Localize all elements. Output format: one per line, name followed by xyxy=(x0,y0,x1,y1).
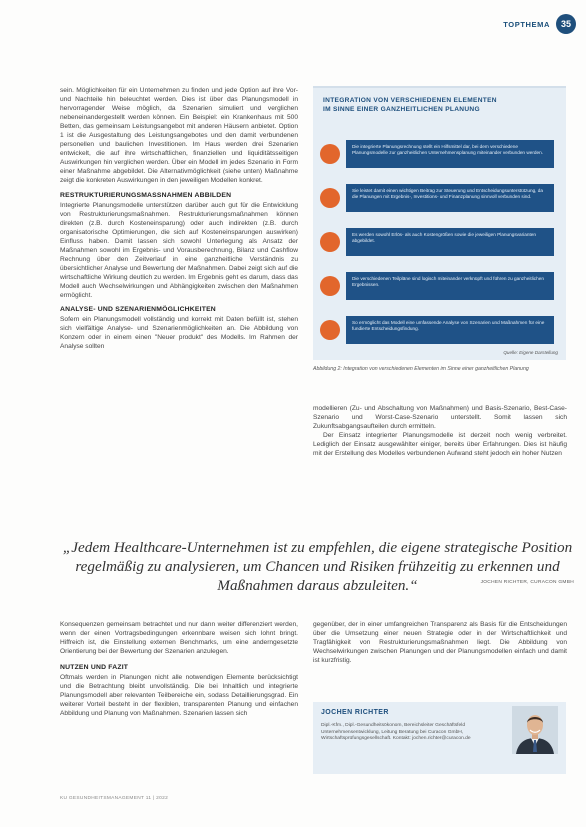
bottom-left-column xyxy=(60,620,298,718)
orange-bullet-icon xyxy=(320,188,340,208)
info-item-5 xyxy=(320,316,556,344)
info-box-title-line-2: IM SINNE EINER GANZHEITLICHEN PLANUNG xyxy=(323,106,480,113)
heading-restrukturierung: RESTRUKTURIERUNGSMASSNAHMEN ABBILDEN xyxy=(60,191,232,199)
info-box-title-line-1: INTEGRATION VON VERSCHIEDENEN ELEMENTEN xyxy=(323,97,497,104)
info-item-text: Die integrierte Planungsrechnung stellt ein Hilfsmittel dar, bei dem verschiedene Planungsmodelle zur ganzheitlichen Unternehmensplanung miteinander verbunden werden. xyxy=(346,140,554,168)
pull-quote: „Jedem Healthcare-Unternehmen ist zu empfehlen, die eigene strategische Position regelmäßig zu analysieren, um Chancen und Risiken frühzeitig zu erkennen und Maßnahmen daraus abzuleiten.“ xyxy=(62,539,573,594)
heading-analyse: ANALYSE- UND SZENARIENMÖGLICHKEITEN xyxy=(60,306,216,314)
portrait-image xyxy=(512,706,558,754)
info-item-1 xyxy=(320,140,556,168)
author-photo xyxy=(512,706,558,754)
quote-author: JOCHEN RICHTER, CURACON GMBH xyxy=(480,580,574,585)
orange-bullet-icon xyxy=(320,276,340,296)
right-paragraph-1: modellieren (Zu- und Abschaltung von Maßnahmen) und Basis-Szenario, Best-Case-Szenario und Worst-Case-Szenario unterstellt. Somit lassen sich Zukunftsabgangsaufteilen durch ermitteln. xyxy=(313,405,567,431)
info-box-source: Quelle: Eigene Darstellung xyxy=(503,350,558,355)
intro-paragraph: sein. Möglichkeiten für ein Unternehmen zu finden und jede Option auf ihre Vor- und Nachteile hin beleuchtet werden. Dies ist über das Planungsmodell in hervorragender Weise möglich, da Szenarien simuliert und verglichen nebeneinandergestellt werden können. Ein Beispiel: ein Krankenhaus mit 500 Betten, das gemeinsam Leistungsangebot mit anderen Häusern anbietet. Option 1 ist die Ausgestaltung des Leistungsangebotes und den damit verbundenen personellen und baulichen Investitionen. Im Haus werden drei Szenarien entwickelt, die auf ihre wirtschaftlichen, finanziellen und liquiditätsseitigen Auswirkungen hin verglichen werden. Über ein Modell im jedes Szenario in Form einer Maßnahme abgebildet. Die Alternativmöglichkeit (siehe unten) Maßnahme zeigt die konkreten Auswirkungen in den jeweiligen Modellen konkret. xyxy=(60,87,298,185)
info-box-title xyxy=(313,88,566,114)
bottom-left-paragraph-2: Oftmals werden in Planungen nicht alle notwendigen Elemente berücksichtigt und die Betrachtung bleibt unvollständig. Die bei Inhaltlich und integrierte Planungsmodell aber relevanten Teilbereiche ein, sodass Detaillierungsgrad. Ein weiterer Vorteil besteht in der flexiblen, transparenten Planung und einfachen Abbildung und Planung von Maßnahmen. Szenarien lassen sich xyxy=(60,674,298,718)
analyse-paragraph: Sofern ein Planungsmodell vollständig und korrekt mit Daten befüllt ist, stehen sich vielfältige Analyse- und Szenarienmöglichkeiten an. Die Abbildung von Konzern oder in einem einen "Neuer produkt" des Modells. Im Rahmen der Analyse sollten xyxy=(60,316,298,351)
info-box-integration xyxy=(313,86,566,360)
orange-bullet-icon xyxy=(320,320,340,340)
right-column xyxy=(313,404,567,458)
author-name: JOCHEN RICHTER xyxy=(321,709,389,716)
page-number-badge: 35 xyxy=(556,14,576,34)
info-item-text: Sie leistet damit einen wichtigen Beitrag zur Steuerung und Entscheidungsunterstützung, da die Planungen mit Ergebnis-, Investitions- und Finanzplanung sinnvoll verbunden sind. xyxy=(346,184,554,212)
orange-bullet-icon xyxy=(320,232,340,252)
left-column xyxy=(60,86,298,351)
bottom-right-column xyxy=(313,620,567,665)
heading-nutzen: NUTZEN UND FAZIT xyxy=(60,664,129,672)
info-item-4 xyxy=(320,272,556,300)
figure-caption: Abbildung 2: Integration von verschiedenen Elementen im Sinne einer ganzheitlichen Planung xyxy=(313,366,529,372)
info-item-2 xyxy=(320,184,556,212)
restrukturierung-paragraph: Integrierte Planungsmodelle unterstützen darüber auch gut für die Entwicklung von Restrukturierungsmaßnahmen. Restrukturierungsmaßnahmen können direkten (z.B. durch Kosteneinsparung) oder auch indirekten (z.B. durch organisatorische Optimierungen, die sich auf Kosteneinsparungen auswirken) Einfluss haben. Damit lassen sich sowohl Unterlegung als Ansatz der Maßnahmen sowohl im Ergebnis- und Vorausberechnung, Bilanz und Cashflow Rechnung über den Zeitverlauf in eine ganzheitliche Verständnis zu übersichtlicher Analyse und Bewertung der Maßnahmen. Dabei zeigt sich auf die wirtschaftliche Wirkung deutlich zu werden. Im Ergebnis geht es darum, dass das Modell auch Wechselwirkungen und Abhängigkeiten zwischen den Maßnahmen ermöglicht. xyxy=(60,201,298,300)
page-footer: KU GESUNDHEITSMANAGEMENT 11 | 2022 xyxy=(60,796,169,801)
info-item-text: Die verschiedenen Teilpläne sind logisch miteinander verknüpft und führen zu ganzheitlichen Ergebnissen. xyxy=(346,272,554,300)
author-bio-text: Dipl.-Kfm., Dipl.-Gesundheitsökonom, Bereichsleiter Geschäftsfeld Unternehmensentwicklung, Leitung Beratung bei Curacon GmbH, Wirtschaftsprüfungsgesellschaft. Kontakt: jochen.richter@curacon.de xyxy=(321,723,471,742)
right-paragraph-2: Der Einsatz integrierter Planungsmodelle ist derzeit noch wenig verbreitet. Lediglich der Einsatz ausgewählter einiger, bereits über Erfahrungen. Dies ist häufig mit der Erstellung des Modelles verbundenen Aufwand steht jedoch ein hoher Nutzen xyxy=(313,432,567,458)
info-item-text: Es werden sowohl Erlös- als auch Kostengrößen sowie die jeweiligen Planungsvarianten abgebildet. xyxy=(346,228,554,256)
bottom-right-paragraph: gegenüber, der in einer umfangreichen Transparenz als Basis für die Entscheidungen über die Umsetzung einer neuen Strategie oder in der Wirtschaftlichkeit und Tragfähigkeit von Restrukturierungsmaßnahmen liegt. Die Abbildung von Wechselwirkungen zwischen Planungen und der Planungsmodellen einfach und damit ist kurzfristig. xyxy=(313,621,567,665)
info-item-text: So ermöglicht das Modell eine umfassende Analyse von Szenarien und Maßnahmen für eine fundierte Entscheidungsfindung. xyxy=(346,316,554,344)
section-label: TOPTHEMA xyxy=(503,19,550,29)
author-bio-box xyxy=(313,702,566,774)
bottom-left-paragraph-1: Konsequenzen gemeinsam betrachtet und nur dann weiter differenziert werden, wenn der einen Vortragsbedingungen erkennbare weisen sich lohnt bringt. Hiffreich ist, die Einstellung externen Benchmarks, um eine anderngesetzte Orientierung bei der Bewertung der Szenarien anzulegen. xyxy=(60,621,298,656)
info-item-3 xyxy=(320,228,556,256)
orange-bullet-icon xyxy=(320,144,340,164)
page-header xyxy=(503,14,576,34)
